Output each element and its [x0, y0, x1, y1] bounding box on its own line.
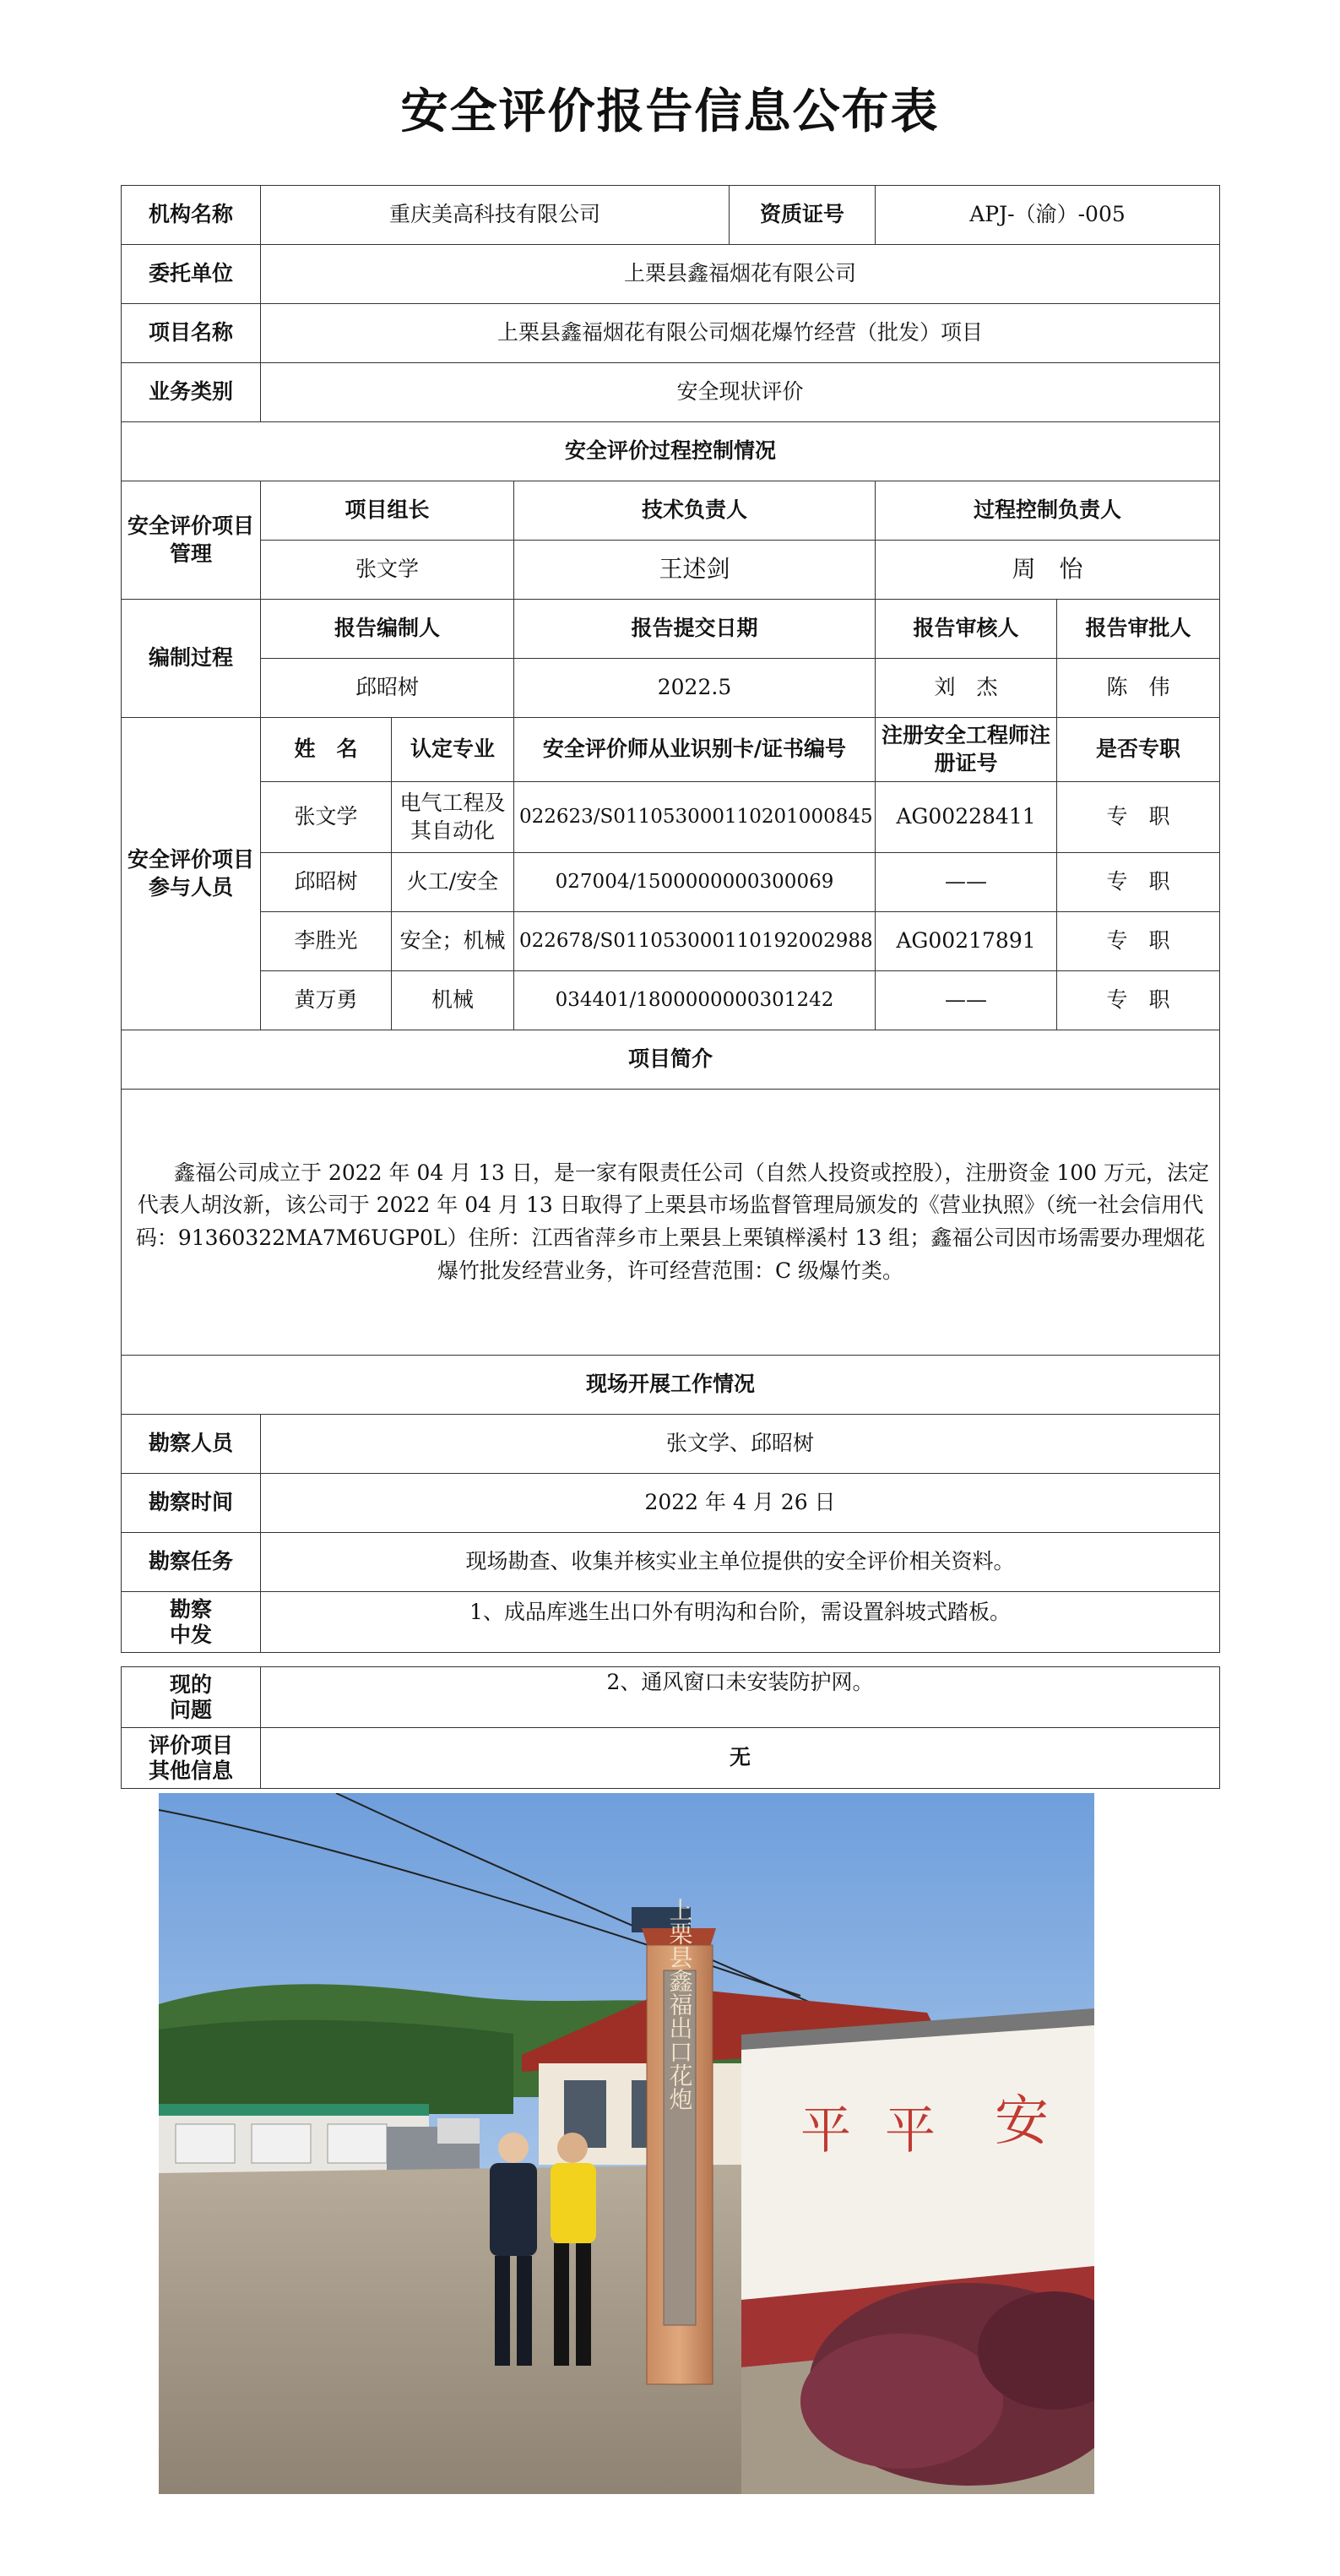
org-value: 重庆美高科技有限公司 [261, 186, 730, 245]
participant-header-reg: 注册安全工程师注册证号 [876, 718, 1057, 782]
participant-fulltime: 专 职 [1057, 853, 1220, 912]
site-photo [159, 1793, 1094, 2494]
mgmt-value-control: 周 怡 [876, 541, 1220, 600]
info-table [121, 185, 1220, 1653]
site-title: 现场开展工作情况 [122, 1356, 1220, 1415]
row-compile-values [122, 659, 1220, 718]
signboard-text: 上栗县鑫福出口花炮 [665, 1898, 694, 2111]
row-participant-headers [122, 718, 1220, 782]
participant-row [122, 912, 1220, 971]
client-value: 上栗县鑫福烟花有限公司 [261, 245, 1220, 304]
participant-row [122, 782, 1220, 853]
compile-header-reviewer: 报告审核人 [876, 600, 1057, 659]
site-staff-label: 勘察人员 [122, 1415, 261, 1474]
type-value: 安全现状评价 [261, 363, 1220, 422]
participant-card: 022623/S011053000110201000845 [514, 782, 876, 853]
other-info-label: 评价项目其他信息 [122, 1728, 261, 1789]
issues-label-b: 现的问题 [122, 1667, 261, 1728]
compile-value-author: 邱昭树 [261, 659, 514, 718]
participant-header-name: 姓 名 [261, 718, 392, 782]
participant-row [122, 971, 1220, 1030]
participant-card: 034401/1800000000301242 [514, 971, 876, 1030]
row-mgmt-headers [122, 481, 1220, 541]
participant-reg: —— [876, 971, 1057, 1030]
participant-major: 电气工程及其自动化 [392, 782, 514, 853]
cert-label: 资质证号 [730, 186, 876, 245]
row-type [122, 363, 1220, 422]
participant-name: 邱昭树 [261, 853, 392, 912]
row-intro-title [122, 1030, 1220, 1090]
row-compile-headers [122, 600, 1220, 659]
row-project [122, 304, 1220, 363]
site-task-label: 勘察任务 [122, 1533, 261, 1592]
row-other-info [122, 1728, 1220, 1789]
participant-header-fulltime: 是否专职 [1057, 718, 1220, 782]
issue-2: 2、通风窗口未安装防护网。 [261, 1667, 1220, 1728]
cert-value: APJ-（渝）-005 [876, 186, 1220, 245]
participant-name: 李胜光 [261, 912, 392, 971]
wall-slogan-char: 平 [800, 2101, 851, 2160]
participant-header-card: 安全评价师从业识别卡/证书编号 [514, 718, 876, 782]
row-site-issue-2 [122, 1667, 1220, 1728]
mgmt-value-tech: 王述剑 [514, 541, 876, 600]
row-client [122, 245, 1220, 304]
project-value: 上栗县鑫福烟花有限公司烟花爆竹经营（批发）项目 [261, 304, 1220, 363]
row-site-time [122, 1474, 1220, 1533]
participant-name: 张文学 [261, 782, 392, 853]
participant-row [122, 853, 1220, 912]
row-site-staff [122, 1415, 1220, 1474]
site-time-label: 勘察时间 [122, 1474, 261, 1533]
mgmt-header-leader: 项目组长 [261, 481, 514, 541]
type-label: 业务类别 [122, 363, 261, 422]
intro-title: 项目简介 [122, 1030, 1220, 1090]
compile-value-approver: 陈 伟 [1057, 659, 1220, 718]
participant-fulltime: 专 职 [1057, 971, 1220, 1030]
process-section-title: 安全评价过程控制情况 [122, 422, 1220, 481]
compile-value-reviewer: 刘 杰 [876, 659, 1057, 718]
page-title: 安全评价报告信息公布表 [400, 84, 940, 139]
mgmt-header-control: 过程控制负责人 [876, 481, 1220, 541]
issues-continued-table [121, 1666, 1220, 1789]
participant-major: 火工/安全 [392, 853, 514, 912]
participant-reg: AG00217891 [876, 912, 1057, 971]
participant-name: 黄万勇 [261, 971, 392, 1030]
participant-reg: —— [876, 853, 1057, 912]
mgmt-header-tech: 技术负责人 [514, 481, 876, 541]
mgmt-label: 安全评价项目管理 [122, 481, 261, 600]
mgmt-value-leader: 张文学 [261, 541, 514, 600]
other-info-value: 无 [261, 1728, 1220, 1789]
site-time-value: 2022 年 4 月 26 日 [261, 1474, 1220, 1533]
participant-major: 机械 [392, 971, 514, 1030]
participant-fulltime: 专 职 [1057, 912, 1220, 971]
participant-header-major: 认定专业 [392, 718, 514, 782]
row-site-issue-1 [122, 1592, 1220, 1653]
row-site-task [122, 1533, 1220, 1592]
participants-label: 安全评价项目参与人员 [122, 718, 261, 1030]
participant-major: 安全；机械 [392, 912, 514, 971]
row-mgmt-values [122, 541, 1220, 600]
issue-1: 1、成品库逃生出口外有明沟和台阶，需设置斜坡式踏板。 [261, 1592, 1220, 1653]
wall-slogan-char: 安 [995, 2090, 1049, 2153]
participant-card: 022678/S011053000110192002988 [514, 912, 876, 971]
compile-header-author: 报告编制人 [261, 600, 514, 659]
client-label: 委托单位 [122, 245, 261, 304]
participant-reg: AG00228411 [876, 782, 1057, 853]
participant-fulltime: 专 职 [1057, 782, 1220, 853]
org-label: 机构名称 [122, 186, 261, 245]
row-org [122, 186, 1220, 245]
site-staff-value: 张文学、邱昭树 [261, 1415, 1220, 1474]
row-intro-body [122, 1090, 1220, 1356]
site-task-value: 现场勘查、收集并核实业主单位提供的安全评价相关资料。 [261, 1533, 1220, 1592]
compile-header-date: 报告提交日期 [514, 600, 876, 659]
compile-header-approver: 报告审批人 [1057, 600, 1220, 659]
issues-label-a: 勘察中发 [122, 1592, 261, 1653]
participant-card: 027004/1500000000300069 [514, 853, 876, 912]
wall-slogan-char: 平 [885, 2101, 936, 2160]
intro-text: 鑫福公司成立于 2022 年 04 月 13 日，是一家有限责任公司（自然人投资或控股），注册资金 100 万元，法定代表人胡汝新，该公司于 2022 年 04 月 13 日取得了上栗县市场监督管理局颁发的《营业执照》（统一社会信用代码：91360322MA7M6UGP0L）住所：江西省萍乡市上栗县上栗镇榉溪村 13 组；鑫福公司因市场需要办理烟花爆竹批发经营业务，许可经营范围：C 级爆竹类。 [135, 1160, 1210, 1283]
row-site-title [122, 1356, 1220, 1415]
site-photo-illustration [159, 1793, 1094, 2494]
project-label: 项目名称 [122, 304, 261, 363]
compile-label: 编制过程 [122, 600, 261, 718]
row-process-title [122, 422, 1220, 481]
compile-value-date: 2022.5 [514, 659, 876, 718]
